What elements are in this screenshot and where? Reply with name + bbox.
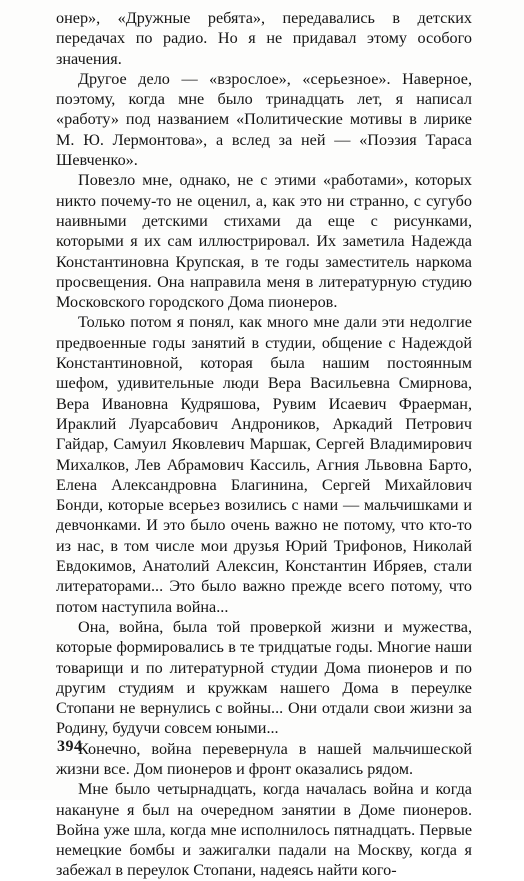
paragraph: Конечно, война перевернула в нашей мальчишеской жизни все. Дом пионеров и фронт оказались рядом.: [56, 739, 472, 778]
paragraph-continuation: онер», «Дружные ребята», передавались в детских передачах по радио. Но я не придавал этому особого значения.: [56, 9, 472, 68]
paragraph: Другое дело — «взрослое», «серьезное». Наверное, поэтому, когда мне было тринадцать лет, я написал «работу» под названием «Политические мотивы в лирике М. Ю. Лермонтова», а вслед за ней — «Поэзия Тараса Шевченко».: [56, 69, 472, 170]
paragraph: Мне было четырнадцать, когда началась война и когда накануне я был на очередном занятии в Доме пионеров. Война уже шла, когда мне исполнилось пятнадцать. Первые немецкие бомбы и зажигалки падали на Москву, когда я забежал в переулок Стопани, надеясь найти кого-: [56, 780, 472, 880]
page-number: 394: [57, 738, 83, 755]
page-text: [56, 8, 472, 881]
paragraph: Она, война, была той проверкой жизни и мужества, которые формировались в те тридцатые годы. Многие наши товарищи и по литературной студии Дома пионеров и по другим студиям и кружкам нашего Дома в переулке Стопани не вернулись с войны... Они отдали свои жизни за Родину, будучи совсем юными...: [56, 617, 472, 738]
paragraph: Повезло мне, однако, не с этими «работами», которых никто почему-то не оценил, а, как это ни странно, с сугубо наивными детскими стихами да еще с рисунками, которыми я их сам иллюстрировал. Их заметила Надежда Константиновна Крупская, в те годы заместитель наркома просвещения. Она направила меня в литературную студию Московского городского Дома пионеров.: [56, 171, 472, 312]
paragraph: Только потом я понял, как много мне дали эти недолгие предвоенные годы занятий в студии, общение с Надеждой Константиновной, которая была нашим постоянным шефом, удивительные люди Вера Васильевна Смирнова, Вера Ивановна Кудряшова, Рувим Исаевич Фраерман, Ираклий Луарсабович Андроников, Аркадий Петрович Гайдар, Самуил Яковлевич Маршак, Сергей Владимирович Михалков, Лев Абрамович Кассиль, Агния Львовна Барто, Елена Александровна Благинина, Сергей Михайлович Бонди, которые всерьез возились с нами — мальчишками и девчонками. И это было очень важно не потому, что кто-то из нас, в том числе мои друзья Юрий Трифонов, Николай Евдокимов, Анатолий Алексин, Константин Ибряев, стали литераторами... Это было важно прежде всего потому, что потом наступила война...: [56, 313, 472, 616]
